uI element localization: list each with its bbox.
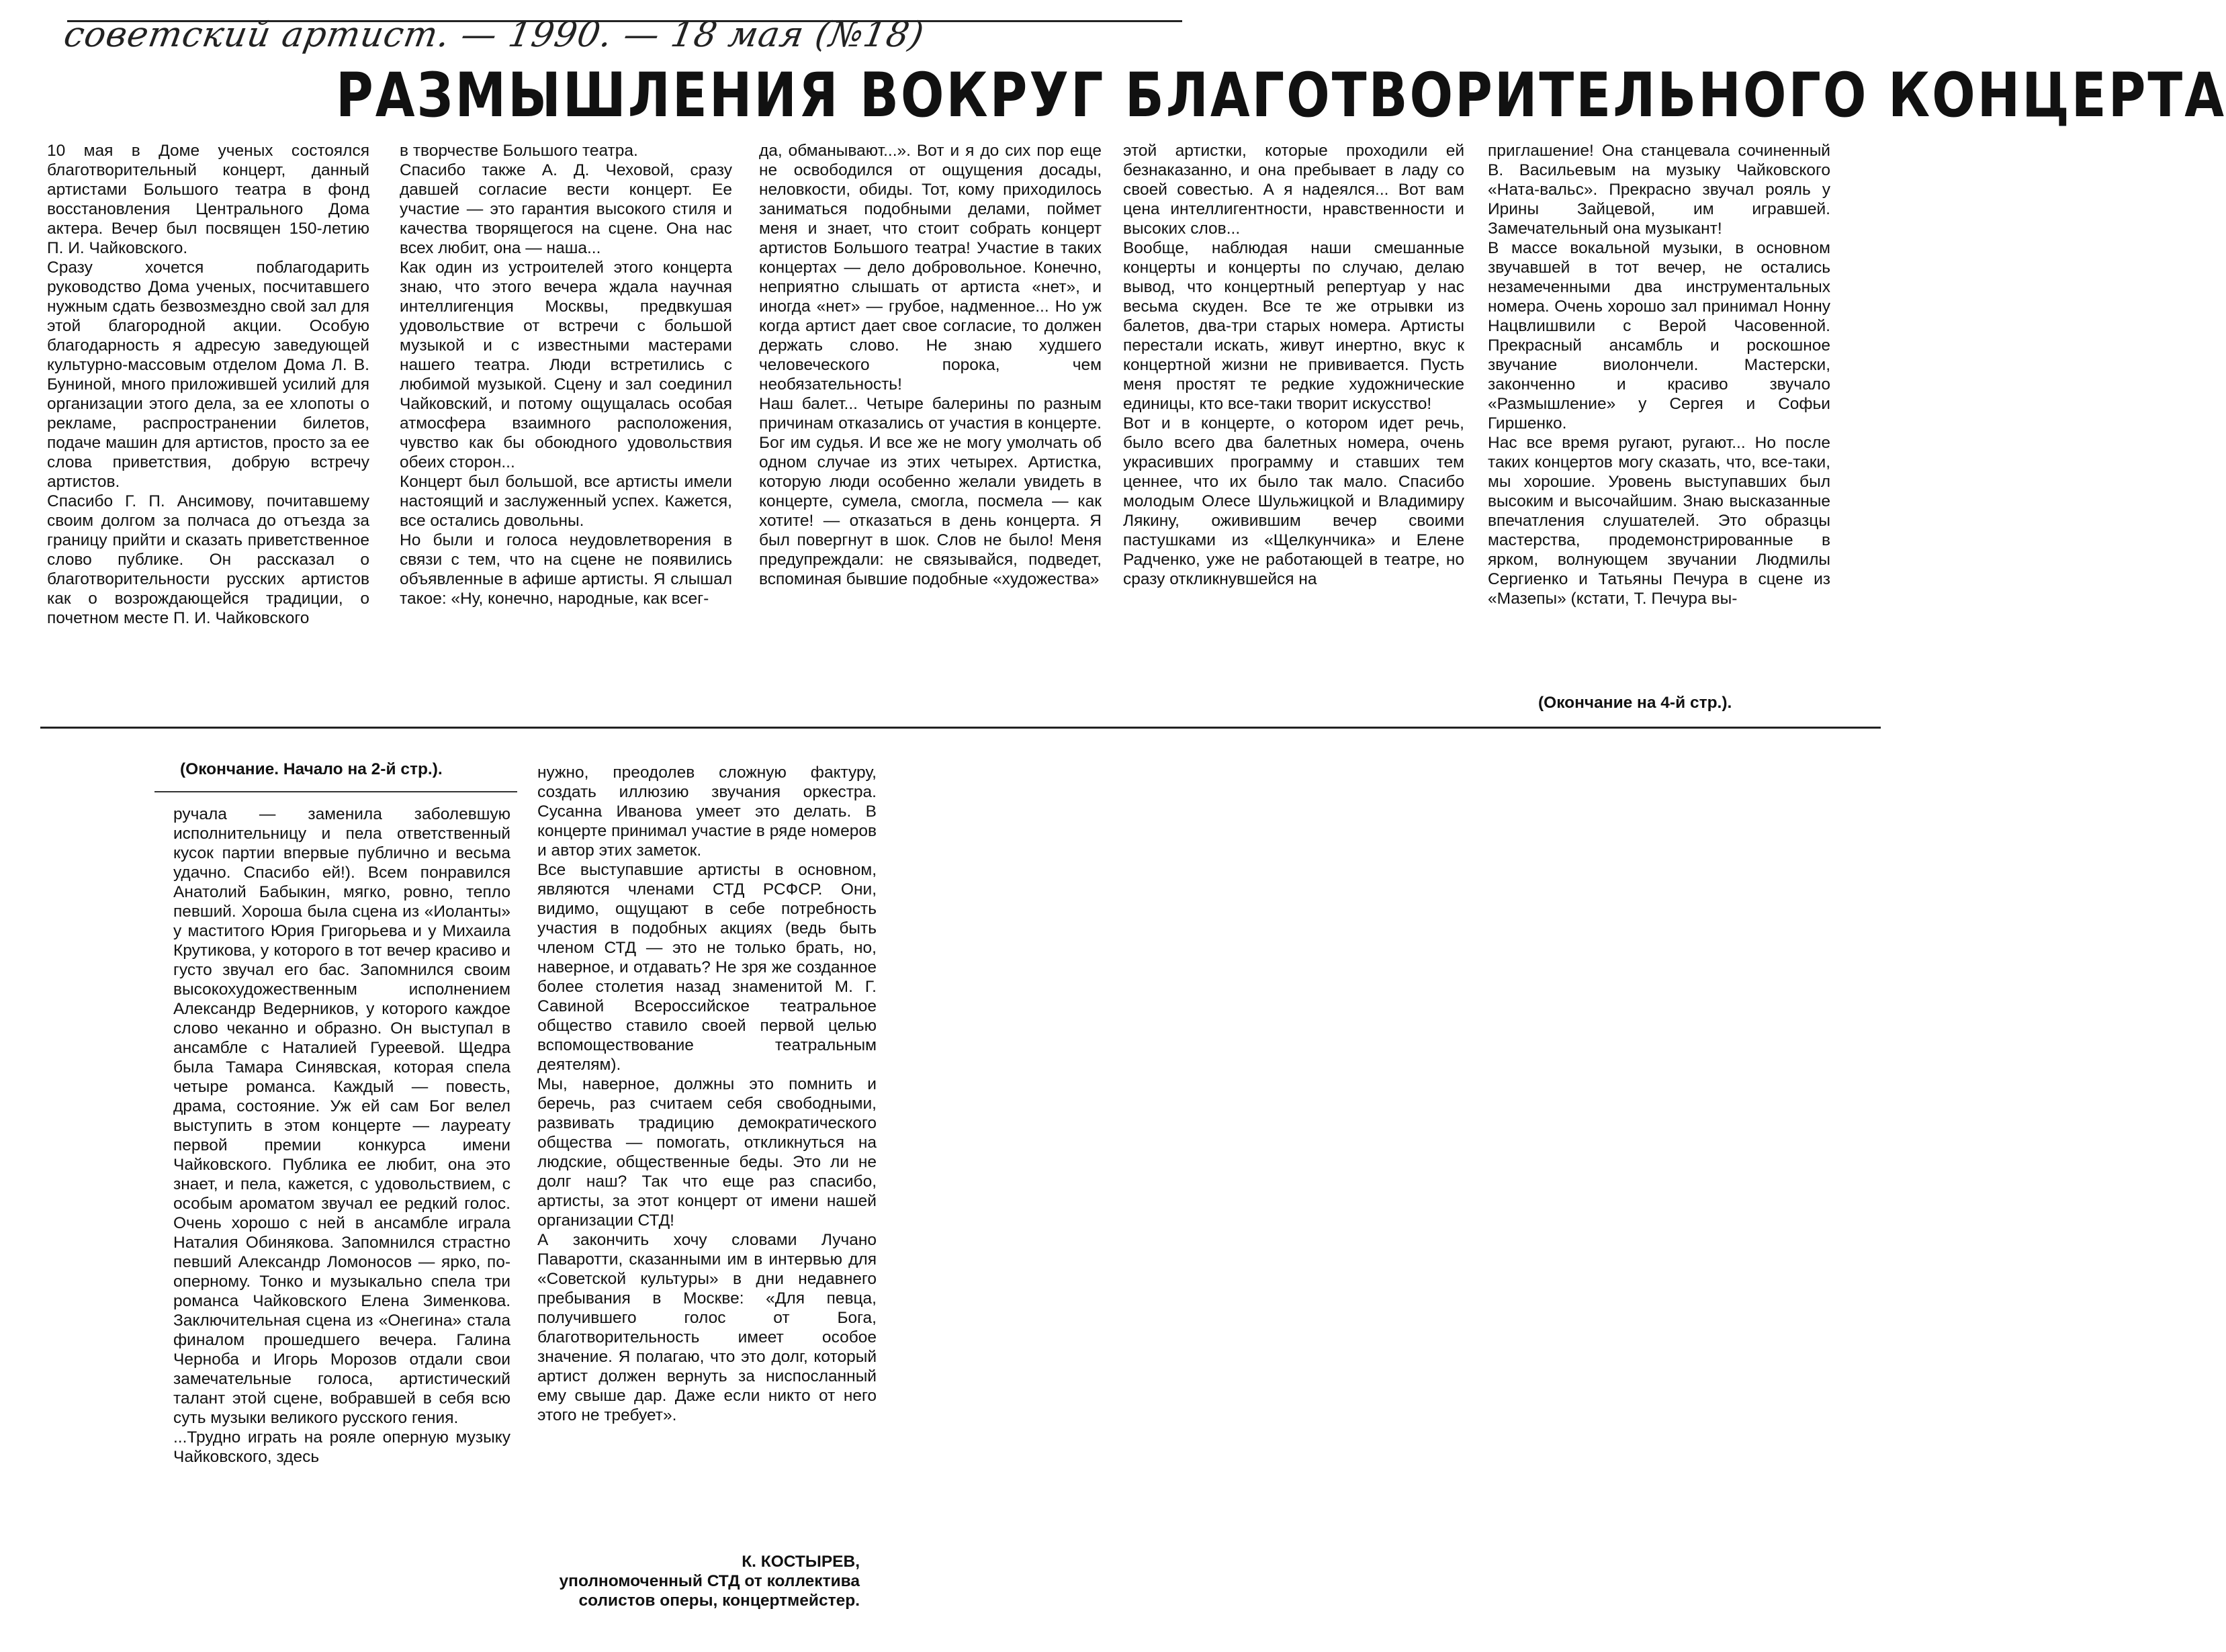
handwritten-source-note: советский артист. — 1990. — 18 мая (№18) — [60, 15, 928, 55]
article-headline: РАЗМЫШЛЕНИЯ ВОКРУГ БЛАГОТВОРИТЕЛЬНОГО КОНЦЕРТА — [336, 59, 2226, 131]
article-column-3: да, обманывают...». Вот и я до сих пор еще не освободился от ощущения досады, неловкости, обиды. Тот, кому приходилось заниматься подобными делами, поймет меня и знает, что стоит собрать концерт артистов Большого театра! Участие в таких концертах — дело добровольное. Конечно, неприятно слышать от артиста «нет», и иногда «нет» — грубое, надменное... Но уж когда артист дает свое согласие, то должен держать слово. Не знаю худшего человеческого порока, чем необязательность! Наш балет... Четыре балерины по разным причинам отказались от участия в концерте. Бог им судья. И все же не могу умолчать об одном случае из этих четырех. Артистка, которую люди особенно желали увидеть в концерте, сумела, смогла, посмела — как хотите! — отказаться в день концерта. Я был повергнут в шок. Слов не было! Меня предупреждали: не связывайся, подведет, вспоминая бывшие подобные «художества» — [759, 142, 1102, 588]
article-column-4: этой артистки, которые проходили ей безнаказанно, и она пребывает в ладу со своей совестью. А я надеялся... Вот вам цена интеллигентности, нравственности и высоких слов... Вообще, наблюдая наши смешанные концерты и концерты по случаю, делаю вывод, что концертный репертуар у нас весьма скуден. Все те же отрывки из балетов, два-три старых номера. Артисты перестали искать, живут инертно, вкус к концертной жизни не прививается. Пусть меня простят те редкие художнические единицы, кто все-таки творит искусство! Вот и в концерте, о котором идет речь, было всего два балетных номера, очень украсивших программу и ставших тем ценнее, что их было так мало. Спасибо молодым Олесе Шульжицкой и Владимиру Лякину, оживившим вечер своими пастушками из «Щелкунчика» и Елене Радченко, уже не работающей в театре, но сразу откликнувшейся на — [1123, 142, 1464, 588]
continued-note: (Окончание на 4-й стр.). — [1538, 694, 1732, 712]
author-signature: К. КОСТЫРЕВ, уполномоченный СТД от коллектива солистов оперы, концертмейстер. — [559, 1553, 860, 1610]
article-column-5: приглашение! Она станцевала сочиненный В. Васильевым на музыку Чайковского «Ната-вальс». Прекрасно звучал рояль у Ирины Зайцевой, им игравшей. Замечательный она музыкант! В массе вокальной музыки, в основном звучавшей в тот вечер, не остались незамеченными два инструментальных номера. Очень хорошо зал принимал Нонну Нацвлишвили с Верой Часовенной. Прекрасный ансамбль и роскошное звучание виолончели. Мастерски, законченно и красиво звучало «Размышление» у Сергея и Софьи Гиршенко. Нас все время ругают, ругают... Но после таких концертов могу сказать, что, все-таки, мы хорошие. Уровень выступавших был высоким и высочайшим. Знаю высказанные впечатления слушателей. Это образцы мастерства, продемонстрированные в ярком, волнующем звучании Людмилы Сергиенко и Татьяны Печура в сцене из «Мазепы» (кстати, Т. Печура вы- — [1488, 142, 1830, 608]
continuation-column-2: нужно, преодолев сложную фактуру, создать иллюзию звучания оркестра. Сусанна Иванова умеет это делать. В концерте принимал участие в ряде номеров и автор этих заметок. Все выступавшие артисты в основном, являются членами СТД РСФСР. Они, видимо, ощущают в себе потребность участия в подобных акциях (ведь быть членом СТД — это не только брать, но, наверное, и отдавать? Не зря же созданное более столетия назад знаменитой М. Г. Савиной Всероссийское театральное общество ставило своей первой целью вспомоществование театральным деятелям). Мы, наверное, должны это помнить и беречь, раз считаем себя свободными, развивать традицию демократического общества — помогать, откликнуться на людские, общественные беды. Это ли не долг наш? Так что еще раз спасибо, артисты, за этот концерт от имени нашей организации СТД! А закончить хочу словами Лучано Паваротти, сказанными им в интервью для «Советской культуры» в дни недавнего пребывания в Москве: «Для певца, получившего голос от Бога, благотворительность имеет особое значение. Я полагаю, что это долг, который артист должен вернуть за ниспосланный ему свыше дар. Даже если никто от него этого не требует». — [537, 764, 877, 1424]
continuation-rule — [154, 791, 517, 792]
continuation-column-1: ручала — заменила заболевшую исполнительницу и пела ответственный кусок партии впервые публично и весьма удачно. Спасибо ей!). Всем понравился Анатолий Бабыкин, мягко, ровно, тепло певший. Хороша была сцена из «Иоланты» у маститого Юрия Григорьева и у Михаила Крутикова, у которого в тот вечер красиво и густо звучал его бас. Запомнился своим высокохудожественным исполнением Александр Ведерников, у которого каждое слово чеканно и образно. Он выступал в ансамбле с Наталией Гуреевой. Щедра была Тамара Синявская, которая спела четыре романса. Каждый — повесть, драма, состояние. Уж ей сам Бог велел выступить в этом концерте — лауреату первой премии конкурса имени Чайковского. Публика ее любит, она это знает, и пела, кажется, с удовольствием, с особым ароматом звучал ее редкий голос. Очень хорошо с ней в ансамбле играла Наталия Обинякова. Запомнился страстно певший Александр Ломоносов — ярко, по-оперному. Тонко и музыкально спела три романса Чайковского Елена Зименкова. Заключительная сцена из «Онегина» стала финалом прошедшего вечера. Галина Черноба и Игорь Морозов отдали свои замечательные голоса, артистический талант этой сцене, вобравшей в себя всю суть музыки великого русского гения. ...Трудно играть на рояле оперную музыку Чайковского, здесь — [173, 805, 510, 1466]
continuation-header: (Окончание. Начало на 2-й стр.). — [180, 760, 443, 778]
article-column-1: 10 мая в Доме ученых состоялся благотворительный концерт, данный артистами Большого театра в фонд восстановления Центрального Дома актера. Вечер был посвящен 150-летию П. И. Чайковского. Сразу хочется поблагодарить руководство Дома ученых, посчитавшего нужным сдать безвозмездно свой зал для этой благородной акции. Особую благодарность я адресую заведующей культурно-массовым отделом Дома Л. В. Буниной, много приложившей усилий для организации этого дела, за ее хлопоты о рекламе, распространении билетов, подаче машин для артистов, просто за ее слова приветствия, добрую встречу артистов. Спасибо Г. П. Ансимову, почитавшему своим долгом за полчаса до отъезда за границу прийти и сказать приветственное слово публике. Он рассказал о благотворительности русских артистов как о возрождающейся традиции, о почетном месте П. И. Чайковского — [47, 142, 369, 627]
article-column-2: в творчестве Большого театра. Спасибо также А. Д. Чеховой, сразу давшей согласие вести концерт. Ее участие — это гарантия высокого стиля и качества творящегося на сцене. Она нас всех любит, она — наша... Как один из устроителей этого концерта знаю, что этого вечера ждала научная интеллигенция Москвы, предвкушая удовольствие от встречи с большой музыкой и с известными мастерами нашего театра. Люди встретились с любимой музыкой. Сцену и зал соединил Чайковский, и потому ощущалась особая атмосфера взаимного расположения, чувство как бы обоюдного удовольствия обеих сторон... Концерт был большой, все артисты имели настоящий и заслуженный успех. Кажется, все остались довольны. Но были и голоса неудовлетворения в связи с тем, что на сцене не появились объявленные в афише артисты. Я слышал такое: «Ну, конечно, народные, как всег- — [400, 142, 732, 608]
section-divider — [40, 727, 1881, 729]
